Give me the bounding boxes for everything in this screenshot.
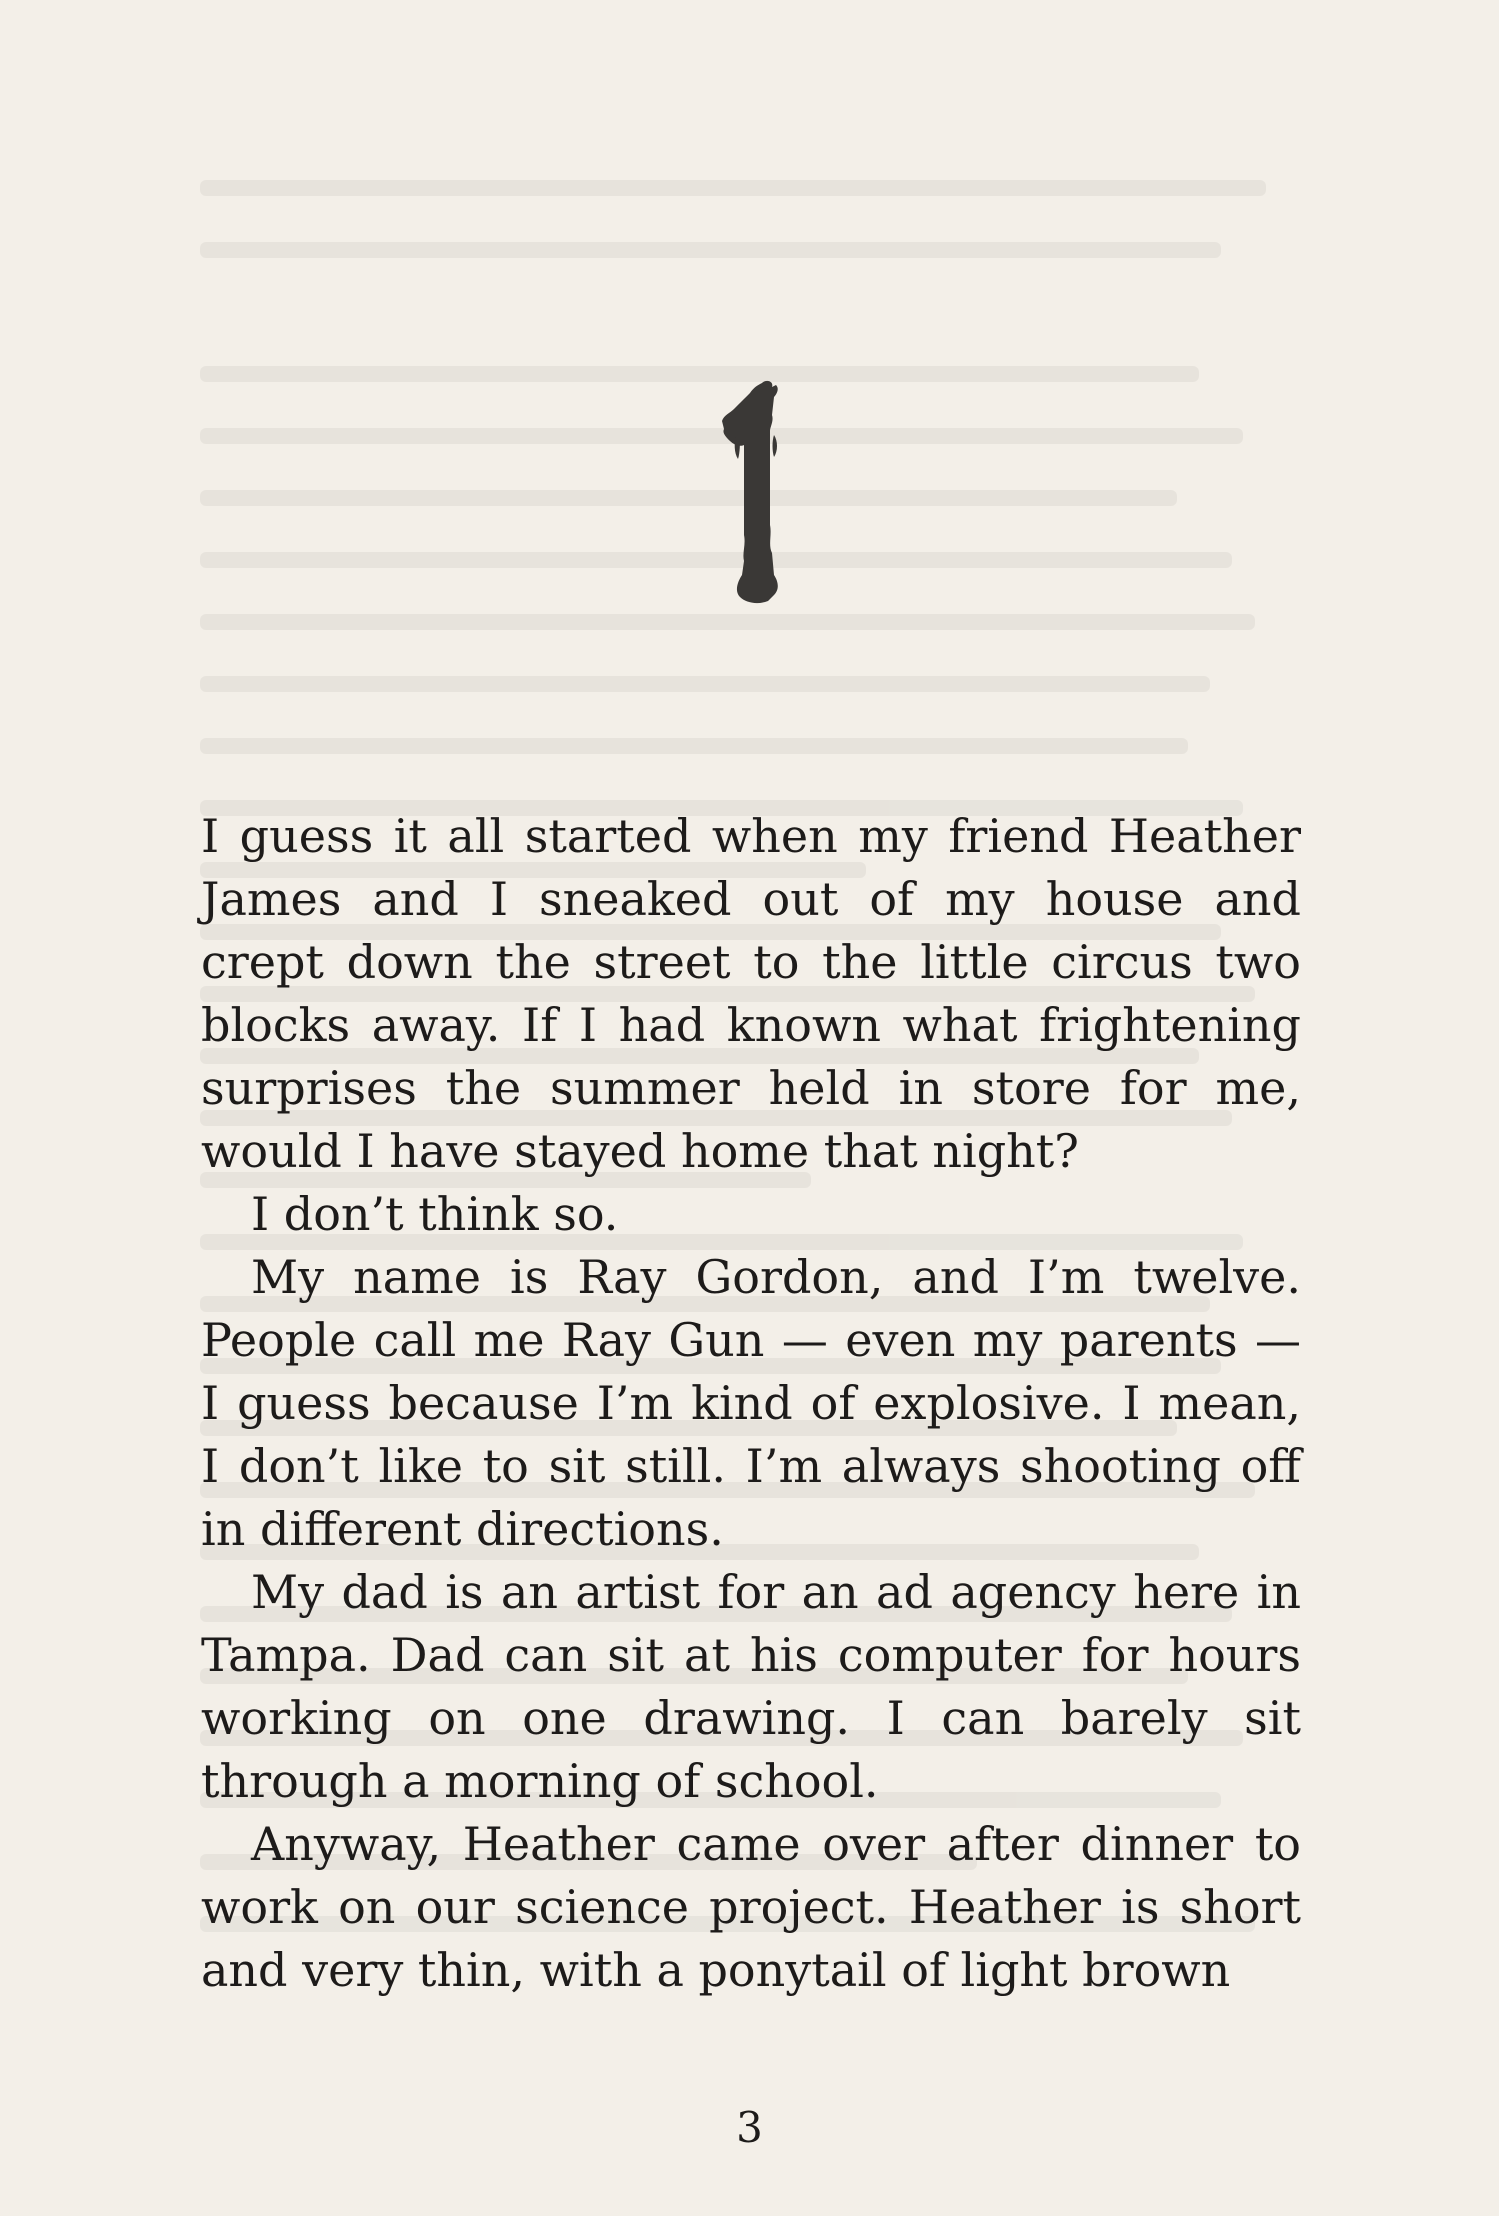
chapter-number-graphic (700, 375, 810, 615)
paragraph: My dad is an artist for an ad agency here in Tampa. Dad can sit at his computer for hours working on one drawing. I can barely sit through a morning of school. (201, 1565, 1301, 1808)
paragraph: My name is Ray Gordon, and I’m twelve. People call me Ray Gun — even my parents — I guess because I’m kind of explosive. I mean, I don’t like to sit still. I’m always shooting off in different directions. (201, 1250, 1301, 1556)
chapter-body-text (201, 805, 1301, 2002)
paragraph: I guess it all started when my friend Heather James and I sneaked out of my house and crept down the street to the little circus two blocks away. If I had known what frightening surprises the summer held in store for me, would I have stayed home that night? (201, 809, 1301, 1178)
paragraph: Anyway, Heather came over after dinner to work on our science project. Heather is short and very thin, with a ponytail of light brown (201, 1817, 1301, 1997)
paragraph: I don’t think so. (251, 1187, 619, 1241)
page-number: 3 (736, 2103, 763, 2152)
